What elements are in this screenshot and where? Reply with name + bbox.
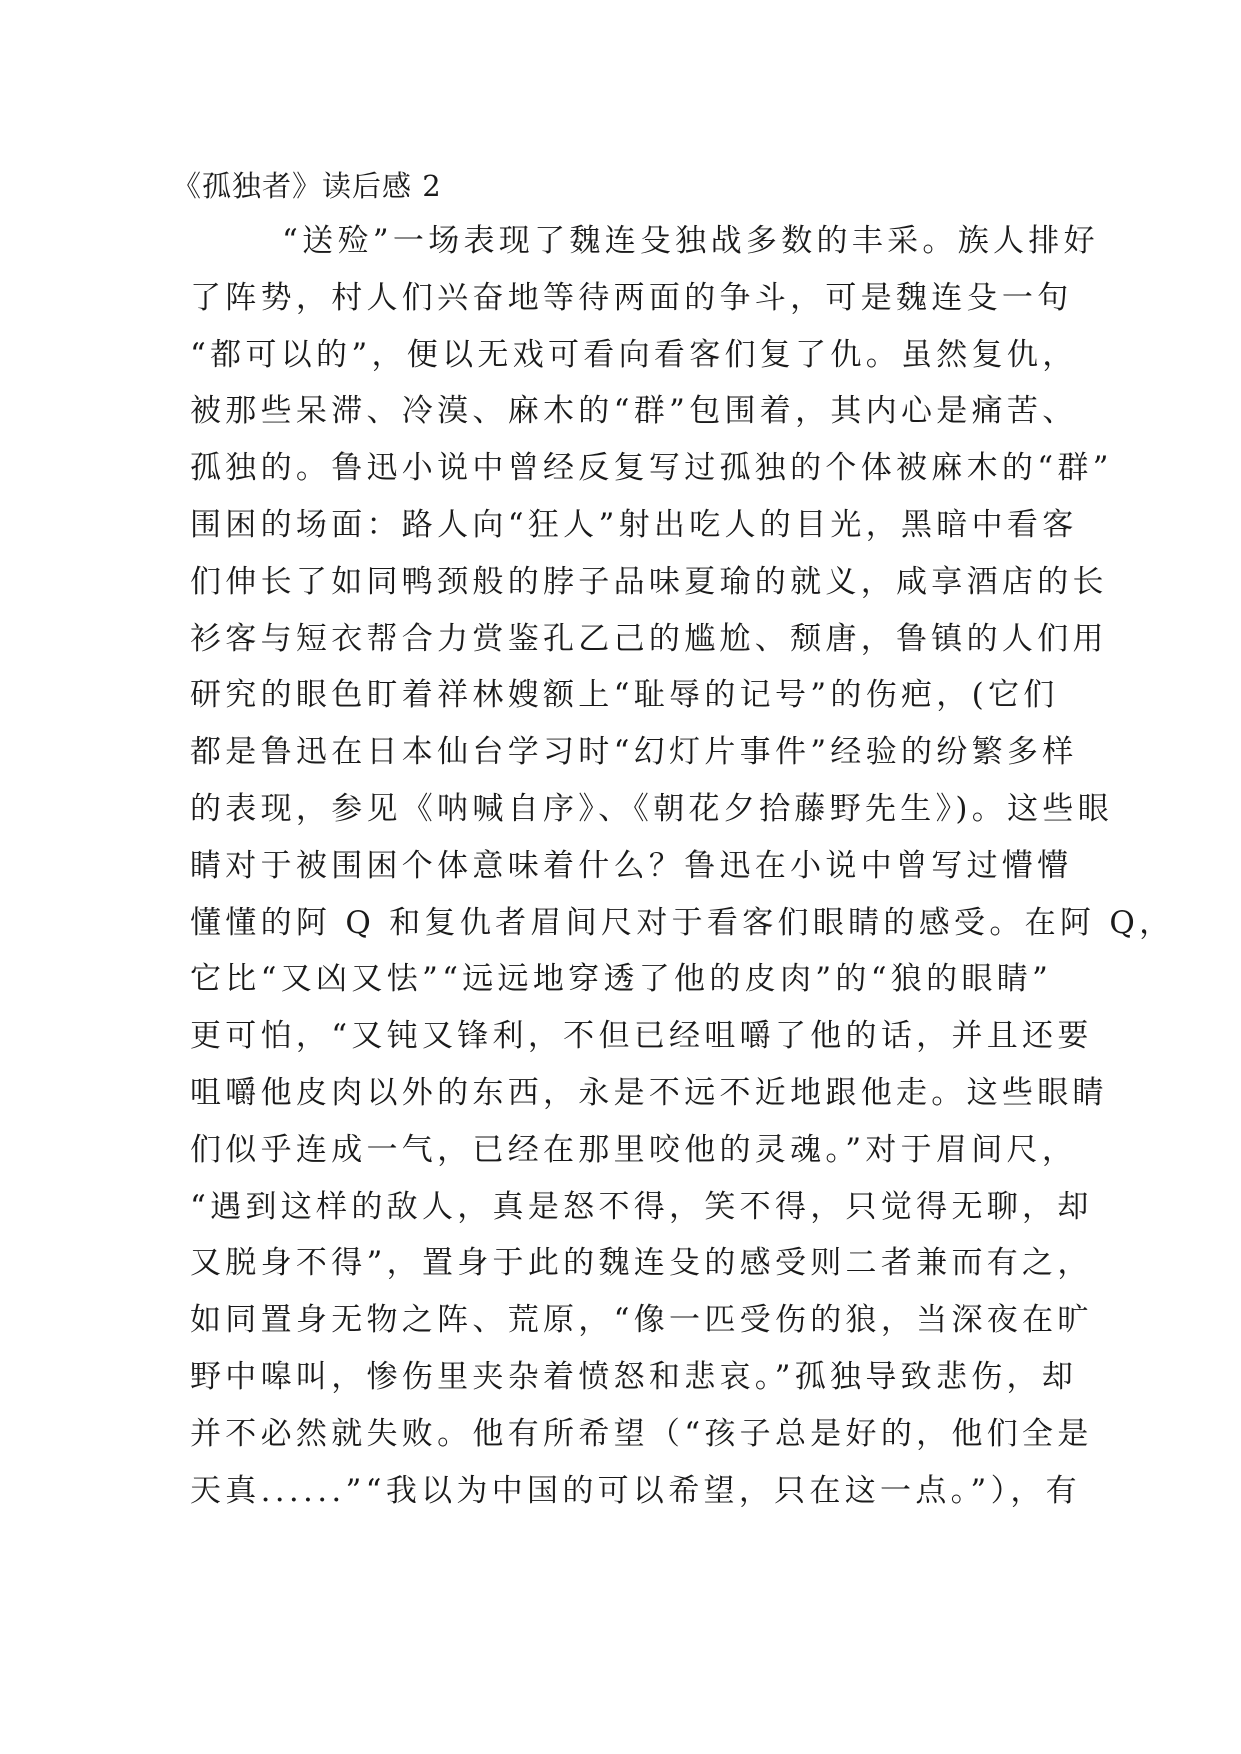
paragraph-line: “遇到这样的敌人，真是怒不得，笑不得，只觉得无聊，却 [190, 1188, 1093, 1225]
paragraph-line: 被那些呆滞、冷漠、麻木的“群”包围着，其内心是痛苦、 [190, 393, 1078, 430]
paragraph-line: “都可以的”，便以无戏可看向看客们复了仇。虽然复仇， [190, 336, 1078, 373]
paragraph-line: 围困的场面：路人向“狂人”射出吃人的目光，黑暗中看客 [190, 506, 1078, 543]
paragraph-line: 孤独的。鲁迅小说中曾经反复写过孤独的个体被麻木的“群” [190, 450, 1113, 487]
paragraph-line: 它比“又凶又怯”“远远地穿透了他的皮肉”的“狼的眼睛” [190, 961, 1053, 998]
paragraph-line: 的表现，参见《呐喊自序》、《朝花夕拾藤野先生》)。这些眼 [190, 790, 1113, 827]
paragraph-line: 野中嗥叫，惨伤里夹杂着愤怒和悲哀。”孤独导致悲伤，却 [190, 1358, 1078, 1395]
paragraph-line: 天真......”“我以为中国的可以希望，只在这一点。”），有 [190, 1472, 1081, 1509]
paragraph-line: 如同置身无物之阵、荒原，“像一匹受伤的狼，当深夜在旷 [190, 1302, 1093, 1339]
paragraph-line: 并不必然就失败。他有所希望（“孩子总是好的，他们全是 [190, 1415, 1093, 1452]
paragraph-line: 都是鲁迅在日本仙台学习时“幻灯片事件”经验的纷繁多样 [190, 734, 1078, 771]
paragraph-line: 了阵势，村人们兴奋地等待两面的争斗，可是魏连殳一句 [190, 279, 1073, 316]
paragraph-line: “送殓”一场表现了魏连殳独战多数的丰采。族人排好 [282, 223, 1099, 259]
document-title: 《孤独者》读后感 2 [172, 169, 442, 203]
paragraph-line: 咀嚼他皮肉以外的东西，永是不远不近地跟他走。这些眼睛 [190, 1074, 1108, 1111]
document-body [190, 221, 1175, 1527]
paragraph-line: 们似乎连成一气，已经在那里咬他的灵魂。”对于眉间尺， [190, 1131, 1078, 1168]
paragraph-line: 们伸长了如同鸭颈般的脖子品味夏瑜的就义，咸享酒店的长 [190, 563, 1108, 600]
paragraph-line: 更可怕，“又钝又锋利，不但已经咀嚼了他的话，并且还要 [190, 1018, 1093, 1055]
paragraph-line: 研究的眼色盯着祥林嫂额上“耻辱的记号”的伤疤，(它们 [190, 677, 1059, 714]
paragraph-line: 衫客与短衣帮合力赏鉴孔乙己的尴尬、颓唐，鲁镇的人们用 [190, 620, 1108, 657]
paragraph-line: 懂懂的阿 Q 和复仇者眉间尺对于看客们眼睛的感受。在阿 Q， [190, 904, 1175, 941]
paragraph-line: 睛对于被围困个体意味着什么？鲁迅在小说中曾写过懵懵 [190, 847, 1073, 884]
paragraph-line: 又脱身不得”，置身于此的魏连殳的感受则二者兼而有之， [190, 1245, 1093, 1282]
